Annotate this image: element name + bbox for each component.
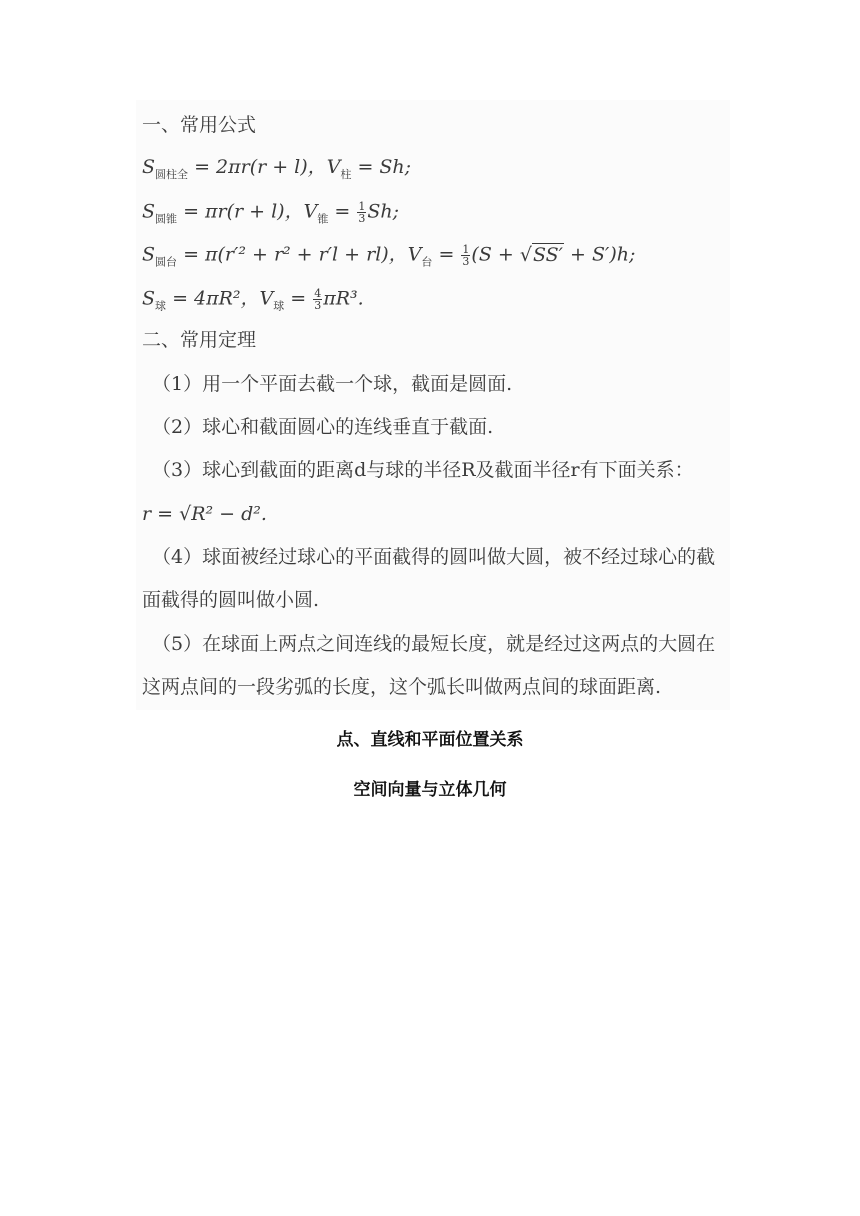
theorem-item: （3）球心到截面的距离d与球的半径R及截面半径r有下面关系： <box>152 459 694 481</box>
formula-cylinder: $S_{圆柱全} = 2\pi r(r + l)$，$V_柱 = Sh$; <box>142 156 412 181</box>
section-heading-formulas: 一、常用公式 <box>142 114 257 136</box>
theorem-item: （2）球心和截面圆心的连线垂直于截面. <box>152 416 494 438</box>
theorem-item-continued: 这两点间的一段劣弧的长度，这个弧长叫做两点间的球面距离. <box>142 676 662 698</box>
theorem-item: （4）球面被经过球心的平面截得的圆叫做大圆，被不经过球心的截 <box>152 546 716 568</box>
formula-cone: $S_{圆锥} = \pi r(r + l)$，$V_锥$ = $\frac{1}{3}$ Sh; <box>142 200 399 226</box>
theorem-item-continued: 面截得的圆叫做小圆. <box>142 589 320 611</box>
formula-frustum: $S_{圆台} = \pi(r'^2 + r^2 + r'l + rl)$，$V_台$ = $\frac{1}{3}$ (S + √SS′ + S′)h; <box>142 243 636 269</box>
theorem-item: （1）用一个平面去截一个球，截面是圆面. <box>152 373 513 395</box>
link-space-vector[interactable]: 空间向量与立体几何 <box>353 780 507 800</box>
link-point-line-plane[interactable]: 点、直线和平面位置关系 <box>336 730 524 750</box>
scanned-image <box>136 100 730 710</box>
theorem-formula: r = √R² − d². <box>142 503 267 525</box>
theorem-item: （5）在球面上两点之间连线的最短长度，就是经过这两点的大圆在 <box>152 633 716 655</box>
section-heading-theorems: 二、常用定理 <box>142 329 257 351</box>
formula-sphere: $S_球 = 4\pi R^2$，$V_球$ = $\frac{4}{3}$ πR³. <box>142 287 364 313</box>
